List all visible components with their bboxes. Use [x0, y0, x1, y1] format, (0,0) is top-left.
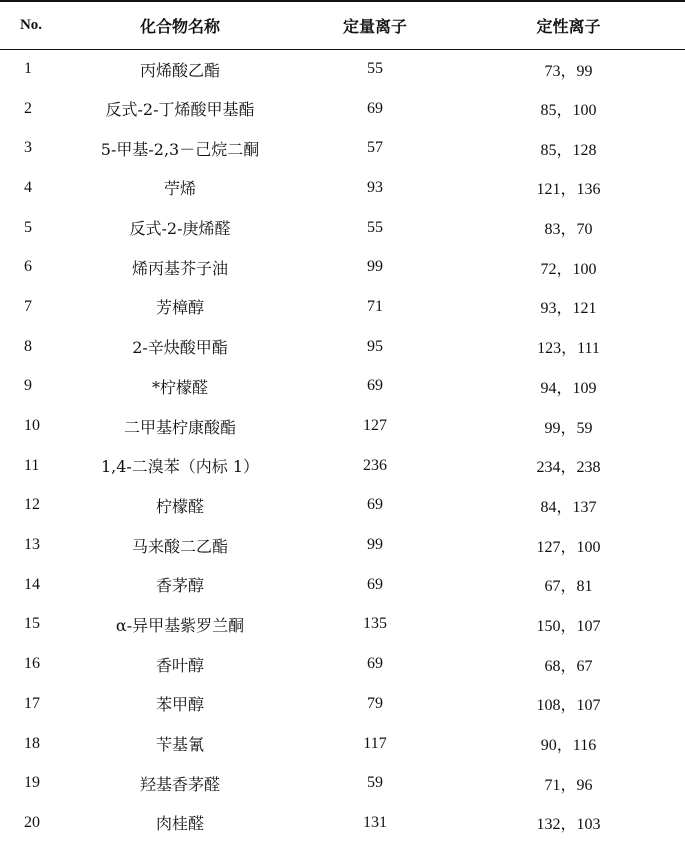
cell-qual-ion: 234，238: [536, 459, 601, 477]
table-row: [0, 327, 685, 367]
cell-qual-ion: 121，136: [536, 181, 601, 199]
cell-no: 2: [24, 99, 32, 117]
cell-no: 5: [24, 218, 32, 236]
cell-no: 10: [24, 417, 40, 435]
cell-quant-ion: 69: [367, 496, 383, 514]
cell-no: 11: [24, 456, 40, 474]
cell-quant-ion: 117: [363, 734, 387, 752]
cell-compound-name: 苄基氰: [155, 735, 204, 755]
header-row: [0, 1, 685, 49]
cell-no: 15: [24, 615, 40, 633]
cell-no: 19: [24, 774, 40, 792]
cell-no: 9: [24, 377, 32, 395]
cell-no: 17: [24, 694, 40, 712]
cell-qual-ion: 123，111: [537, 340, 600, 358]
cell-qual-ion: 84，137: [540, 498, 597, 516]
table-row: [0, 525, 685, 565]
cell-compound-name: 苯甲醇: [155, 695, 204, 715]
cell-quant-ion: 69: [367, 575, 383, 593]
cell-quant-ion: 57: [367, 139, 383, 157]
table-row: [0, 486, 685, 526]
cell-compound-name: α-异甲基紫罗兰酮: [115, 615, 245, 635]
cell-compound-name: 马来酸二乙酯: [131, 536, 228, 556]
cell-no: 4: [24, 178, 32, 196]
cell-quant-ion: 71: [367, 297, 383, 315]
cell-compound-name: 香茅醇: [155, 576, 204, 596]
table-row: [0, 684, 685, 724]
header-compound-name: 化合物名称: [62, 1, 298, 49]
table-row: [0, 565, 685, 605]
cell-quant-ion: 55: [367, 218, 383, 236]
cell-qual-ion: 71，96: [544, 776, 593, 794]
cell-qual-ion: 68，67: [544, 657, 593, 675]
header-no: No.: [0, 1, 62, 49]
cell-qual-ion: 90，116: [540, 737, 597, 755]
table-row: [0, 803, 685, 843]
cell-compound-name: 反式-2-庚烯醛: [129, 219, 231, 239]
cell-no: 13: [24, 536, 40, 554]
cell-compound-name: 反式-2-丁烯酸甲基酯: [105, 100, 255, 120]
cell-compound-name: 肉桂醛: [155, 814, 204, 834]
cell-qual-ion: 132，103: [536, 816, 601, 834]
cell-no: 14: [24, 575, 40, 593]
table-row: [0, 89, 685, 129]
cell-quant-ion: 79: [367, 694, 383, 712]
cell-qual-ion: 85，100: [540, 102, 597, 120]
table-row: [0, 644, 685, 684]
table-row: [0, 49, 685, 89]
table-row: [0, 446, 685, 486]
table-row: [0, 208, 685, 248]
table-row: [0, 406, 685, 446]
cell-compound-name: 烯丙基芥子油: [131, 258, 228, 278]
table-row: [0, 168, 685, 208]
cell-qual-ion: 99，59: [544, 419, 593, 437]
cell-compound-name: 二甲基柠康酸酯: [123, 417, 236, 437]
cell-compound-name: 5-甲基-2,3－己烷二酮: [100, 139, 260, 159]
cell-qual-ion: 127，100: [536, 538, 601, 556]
table-row: [0, 605, 685, 645]
cell-qual-ion: 93，121: [540, 300, 597, 318]
table-row: [0, 724, 685, 764]
cell-compound-name: *柠檬醛: [151, 377, 208, 397]
cell-qual-ion: 94，109: [540, 379, 597, 397]
cell-compound-name: 苧烯: [163, 179, 196, 199]
cell-compound-name: 丙烯酸乙酯: [139, 60, 220, 80]
cell-compound-name: 香叶醇: [155, 655, 204, 675]
cell-quant-ion: 59: [367, 774, 383, 792]
header-quant-ion: 定量离子: [298, 1, 452, 49]
cell-compound-name: 1,4-二溴苯（内标 1）: [100, 457, 260, 477]
cell-no: 1: [24, 60, 32, 78]
table-row: [0, 367, 685, 407]
cell-qual-ion: 108，107: [536, 697, 601, 715]
cell-no: 20: [24, 813, 40, 831]
table-header: [0, 1, 685, 49]
cell-quant-ion: 55: [367, 60, 383, 78]
table-row: [0, 763, 685, 803]
cell-no: 6: [24, 258, 32, 276]
cell-no: 3: [24, 139, 32, 157]
cell-quant-ion: 127: [363, 417, 387, 435]
cell-compound-name: 2-辛炔酸甲酯: [132, 338, 228, 358]
cell-quant-ion: 99: [367, 536, 383, 554]
cell-qual-ion: 72，100: [540, 260, 597, 278]
cell-compound-name: 柠檬醛: [155, 496, 204, 516]
cell-quant-ion: 69: [367, 655, 383, 673]
cell-no: 7: [24, 297, 32, 315]
cell-quant-ion: 69: [367, 377, 383, 395]
cell-quant-ion: 131: [363, 813, 387, 831]
header-qual-ion: 定性离子: [452, 1, 685, 49]
cell-qual-ion: 73，99: [544, 62, 593, 80]
table-row: [0, 247, 685, 287]
cell-compound-name: 羟基香茅醛: [139, 774, 220, 794]
cell-quant-ion: 95: [367, 337, 383, 355]
cell-no: 8: [24, 337, 32, 355]
cell-quant-ion: 236: [363, 456, 387, 474]
cell-no: 16: [24, 655, 40, 673]
cell-qual-ion: 150，107: [536, 617, 601, 635]
table-row: [0, 128, 685, 168]
cell-qual-ion: 85，128: [540, 141, 597, 159]
cell-quant-ion: 135: [363, 615, 387, 633]
cell-compound-name: 芳樟醇: [155, 298, 204, 318]
cell-quant-ion: 93: [367, 178, 383, 196]
cell-qual-ion: 83，70: [544, 221, 593, 239]
table-row: [0, 287, 685, 327]
cell-quant-ion: 69: [367, 99, 383, 117]
cell-no: 12: [24, 496, 40, 514]
cell-qual-ion: 67，81: [544, 578, 593, 596]
cell-no: 18: [24, 734, 40, 752]
table-body: [0, 49, 685, 843]
cell-quant-ion: 99: [367, 258, 383, 276]
